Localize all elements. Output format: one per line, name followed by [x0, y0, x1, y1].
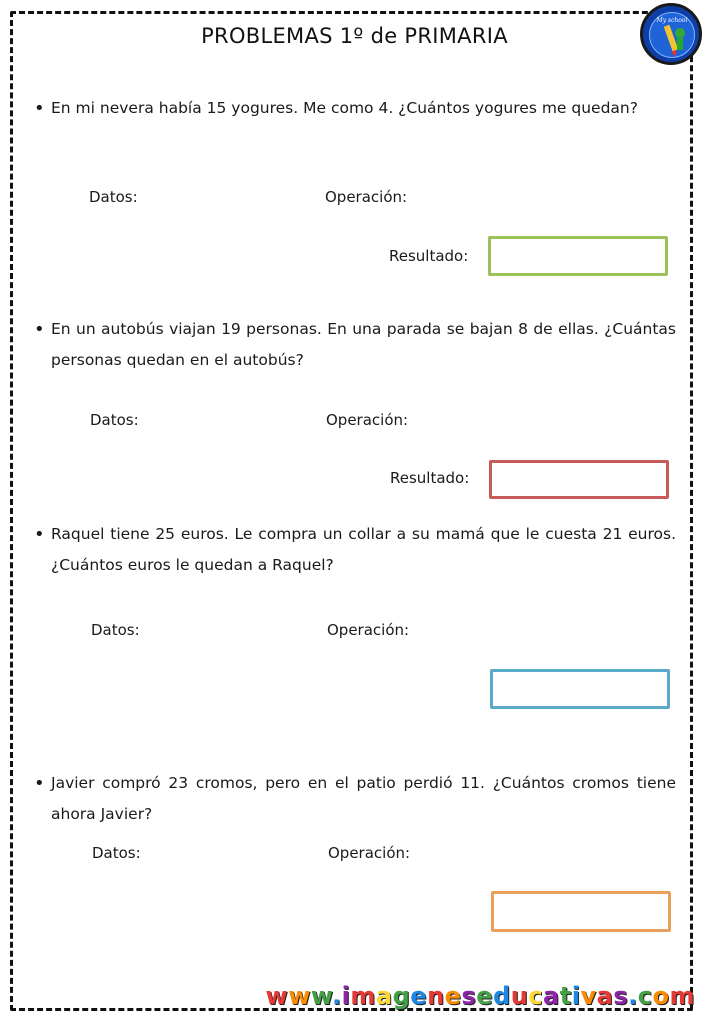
footer-letter: e: [444, 982, 462, 1010]
footer-letter: .: [332, 982, 342, 1010]
footer-letter: c: [637, 982, 653, 1010]
operacion-label: Operación:: [328, 844, 411, 862]
datos-label: Datos:: [91, 621, 140, 639]
footer-letter: .: [628, 982, 638, 1010]
operacion-label: Operación:: [327, 621, 410, 639]
answer-box-3[interactable]: [490, 669, 670, 709]
problem-text: En mi nevera había 15 yogures. Me como 4. ¿Cuántos yogures me quedan?: [51, 99, 638, 117]
operacion-label: Operación:: [325, 188, 408, 206]
footer-letter: o: [652, 982, 670, 1010]
logo-inner: [649, 12, 695, 58]
problem-2: [34, 314, 676, 376]
datos-label: Datos:: [92, 844, 141, 862]
answer-box-2[interactable]: [489, 460, 669, 499]
footer-letter: w: [265, 982, 289, 1010]
footer-letter: m: [350, 982, 376, 1010]
problem-1: [34, 93, 676, 124]
bullet-icon: •: [34, 319, 45, 340]
datos-label: Datos:: [89, 188, 138, 206]
footer-letter: d: [493, 982, 511, 1010]
problem-4: [34, 768, 676, 830]
footer-letter: g: [392, 982, 411, 1010]
logo-text: My school: [656, 17, 688, 24]
footer-letter: e: [410, 982, 428, 1010]
footer-letter: w: [288, 982, 311, 1010]
footer-letter: n: [427, 982, 445, 1010]
footer-letter: c: [528, 982, 544, 1010]
footer-letter: a: [543, 982, 560, 1010]
footer-letter: i: [571, 982, 581, 1010]
bullet-icon: •: [34, 524, 45, 545]
logo-badge: [640, 3, 702, 65]
bullet-icon: •: [34, 773, 45, 794]
footer-letter: w: [310, 982, 333, 1010]
footer-letter: a: [596, 982, 614, 1010]
footer-letter: m: [669, 982, 695, 1010]
datos-label: Datos:: [90, 411, 139, 429]
answer-box-4[interactable]: [491, 891, 671, 932]
footer-letter: s: [613, 982, 629, 1010]
footer-website: [266, 982, 695, 1010]
operacion-label: Operación:: [326, 411, 409, 429]
bullet-icon: •: [34, 98, 45, 119]
problem-text: Javier compró 23 cromos, pero en el patio perdió 11. ¿Cuántos cromos tiene ahora Javier?: [51, 774, 676, 823]
problem-text: En un autobús viajan 19 personas. En una parada se bajan 8 de ellas. ¿Cuántas personas quedan en el autobús?: [51, 320, 676, 369]
answer-box-1[interactable]: [488, 236, 668, 276]
footer-letter: e: [476, 982, 494, 1010]
pencil-icon: [650, 13, 694, 57]
page-title: PROBLEMAS 1º de PRIMARIA: [201, 24, 508, 48]
footer-letter: i: [341, 982, 351, 1010]
footer-letter: u: [510, 982, 529, 1010]
footer-letter: t: [559, 982, 572, 1010]
footer-letter: s: [461, 982, 477, 1010]
footer-letter: v: [580, 982, 597, 1010]
resultado-label: Resultado:: [390, 469, 470, 487]
problem-text: Raquel tiene 25 euros. Le compra un collar a su mamá que le cuesta 21 euros. ¿Cuántos euros le quedan a Raquel?: [51, 525, 676, 574]
resultado-label: Resultado:: [389, 247, 469, 265]
problem-3: [34, 519, 676, 581]
footer-letter: a: [375, 982, 393, 1010]
